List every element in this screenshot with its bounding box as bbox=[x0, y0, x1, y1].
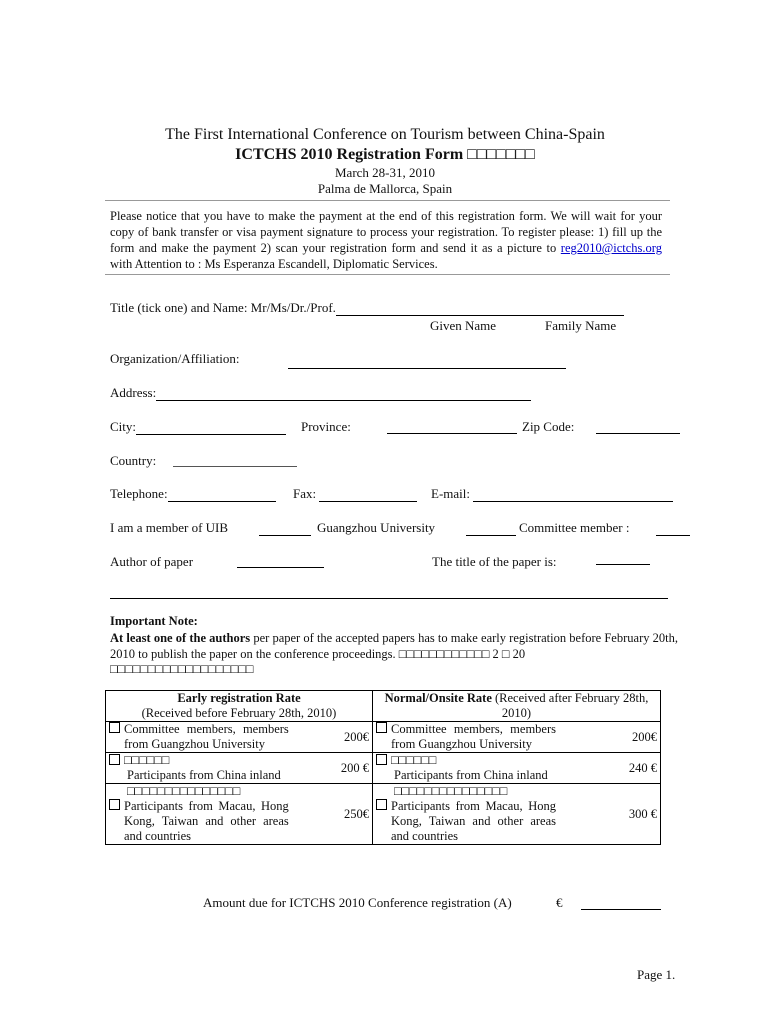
city-row bbox=[110, 419, 286, 435]
form-title-text: ICTCHS 2010 Registration Form bbox=[235, 146, 464, 163]
intro-paragraph bbox=[110, 208, 662, 272]
author-field[interactable] bbox=[237, 553, 324, 568]
country-label: Country: bbox=[110, 453, 157, 468]
normal-sub: (Received after February 28th, 2010) bbox=[495, 691, 649, 720]
early-desc-3: Participants from Macau, Hong Kong, Taiwan and other areas and countries bbox=[124, 799, 289, 843]
amount-field[interactable] bbox=[581, 895, 661, 910]
email-field[interactable] bbox=[473, 487, 673, 502]
conference-dates: March 28-31, 2010 bbox=[334, 165, 435, 180]
early-sub: (Received before February 28th, 2010) bbox=[141, 706, 337, 720]
note-paragraph bbox=[110, 630, 678, 662]
fax-row bbox=[293, 486, 417, 502]
fax-label: Fax: bbox=[293, 486, 317, 501]
early-cell-1 bbox=[106, 722, 292, 753]
title-name-row bbox=[110, 300, 624, 316]
form-title-cjk: □□□□□□□ bbox=[467, 146, 535, 163]
conference-title: The First International Conference on Tourism between China-Spain bbox=[165, 126, 605, 143]
amount-label: Amount due for ICTCHS 2010 Conference registration (A) bbox=[203, 895, 512, 910]
zip-field[interactable] bbox=[596, 419, 680, 434]
organization-field[interactable] bbox=[288, 354, 566, 369]
normal-cell-3 bbox=[373, 784, 560, 845]
guangzhou-field[interactable] bbox=[466, 521, 516, 536]
telephone-label: Telephone: bbox=[110, 486, 168, 501]
early-cell-3 bbox=[106, 784, 292, 845]
uib-field[interactable] bbox=[259, 521, 311, 536]
country-field[interactable] bbox=[173, 452, 297, 467]
intro-divider bbox=[105, 274, 670, 275]
city-field[interactable] bbox=[136, 420, 286, 435]
rates-table bbox=[105, 690, 661, 845]
title-name-label: Title (tick one) and Name: Mr/Ms/Dr./Prof. bbox=[110, 300, 336, 315]
organization-label: Organization/Affiliation: bbox=[110, 351, 240, 366]
early-price-3: 250€ bbox=[292, 784, 373, 845]
zip-label: Zip Code: bbox=[522, 419, 575, 434]
amount-currency: € bbox=[556, 895, 563, 910]
normal-price-3: 300 € bbox=[559, 784, 661, 845]
normal-price-2: 240 € bbox=[559, 753, 661, 784]
normal-checkbox-3[interactable] bbox=[376, 799, 387, 810]
early-cjk-3: □□□□□□□□□□□□□□□ bbox=[127, 784, 241, 798]
page-number: Page 1. bbox=[637, 967, 676, 982]
conference-place: Palma de Mallorca, Spain bbox=[317, 181, 453, 196]
normal-price-1: 200€ bbox=[559, 722, 661, 753]
note-bold: At least one of the authors bbox=[110, 631, 251, 645]
normal-cell-1 bbox=[373, 722, 560, 753]
normal-head: Normal/Onsite Rate bbox=[384, 691, 492, 705]
early-head: Early registration Rate bbox=[177, 691, 301, 705]
normal-checkbox-2[interactable] bbox=[376, 754, 387, 765]
normal-cjk-2: □□□□□□ bbox=[391, 753, 437, 767]
name-field[interactable] bbox=[336, 301, 624, 316]
email-row bbox=[431, 486, 673, 502]
normal-desc-1: Committee members, members from Guangzhou University bbox=[391, 722, 556, 751]
uib-label: I am a member of UIB bbox=[110, 520, 229, 535]
paper-title-field[interactable] bbox=[596, 550, 650, 565]
early-cell-2 bbox=[106, 753, 292, 784]
note-cjk-1: □□□□□□□□□□□□ 2 □ 20 bbox=[398, 647, 526, 661]
intro-text: Please notice that you have to make the payment at the end of this registration form. We will wait for your copy of bank transfer or visa payment signature to process your registration. To register please: 1) fill up the form and make the payment 2) scan your registration form and send it as a picture to bbox=[110, 209, 662, 255]
early-checkbox-1[interactable] bbox=[109, 722, 120, 733]
table-row bbox=[106, 722, 661, 753]
normal-desc-2: Participants from China inland bbox=[394, 768, 548, 782]
city-label: City: bbox=[110, 419, 137, 434]
early-desc-2: Participants from China inland bbox=[127, 768, 281, 782]
address-label: Address: bbox=[110, 385, 157, 400]
early-price-2: 200 € bbox=[292, 753, 373, 784]
table-row bbox=[106, 753, 661, 784]
fax-field[interactable] bbox=[319, 487, 417, 502]
early-header bbox=[106, 691, 373, 722]
normal-cjk-3: □□□□□□□□□□□□□□□ bbox=[394, 784, 508, 798]
registration-email-link[interactable]: reg2010@ictchs.org bbox=[560, 241, 662, 255]
paper-title-label: The title of the paper is: bbox=[432, 554, 557, 569]
normal-cell-2 bbox=[373, 753, 560, 784]
paper-title-line[interactable] bbox=[110, 598, 668, 599]
early-checkbox-2[interactable] bbox=[109, 754, 120, 765]
family-name-caption: Family Name bbox=[545, 318, 617, 333]
early-cjk-2: □□□□□□ bbox=[124, 753, 170, 767]
province-label: Province: bbox=[301, 419, 351, 434]
committee-field[interactable] bbox=[656, 521, 690, 536]
early-desc-1: Committee members, members from Guangzhou University bbox=[124, 722, 289, 751]
form-title bbox=[0, 146, 770, 164]
province-field[interactable] bbox=[387, 419, 517, 434]
table-header-row bbox=[106, 691, 661, 722]
intro-text-end: with Attention to : Ms Esperanza Escandell, Diplomatic Services. bbox=[110, 257, 438, 271]
note-heading: Important Note: bbox=[110, 614, 198, 628]
telephone-row bbox=[110, 486, 276, 502]
email-label: E-mail: bbox=[431, 486, 470, 501]
normal-header bbox=[373, 691, 661, 722]
table-row bbox=[106, 784, 661, 845]
committee-label: Committee member : bbox=[519, 520, 630, 535]
header-divider bbox=[105, 200, 670, 201]
given-name-caption: Given Name bbox=[430, 318, 497, 333]
normal-desc-3: Participants from Macau, Hong Kong, Taiwan and other areas and countries bbox=[391, 799, 556, 843]
early-checkbox-3[interactable] bbox=[109, 799, 120, 810]
early-price-1: 200€ bbox=[292, 722, 373, 753]
note-cjk-2: □□□□□□□□□□□□□□□□□□□ bbox=[110, 662, 254, 676]
author-label: Author of paper bbox=[110, 554, 194, 569]
note-text: per paper of the accepted papers has to make early registration before February 20th, 2010 to publish the paper on the conference proceedings. bbox=[110, 631, 679, 661]
telephone-field[interactable] bbox=[168, 487, 276, 502]
address-field[interactable] bbox=[156, 386, 531, 401]
address-row bbox=[110, 385, 531, 401]
normal-checkbox-1[interactable] bbox=[376, 722, 387, 733]
guangzhou-label: Guangzhou University bbox=[317, 520, 436, 535]
